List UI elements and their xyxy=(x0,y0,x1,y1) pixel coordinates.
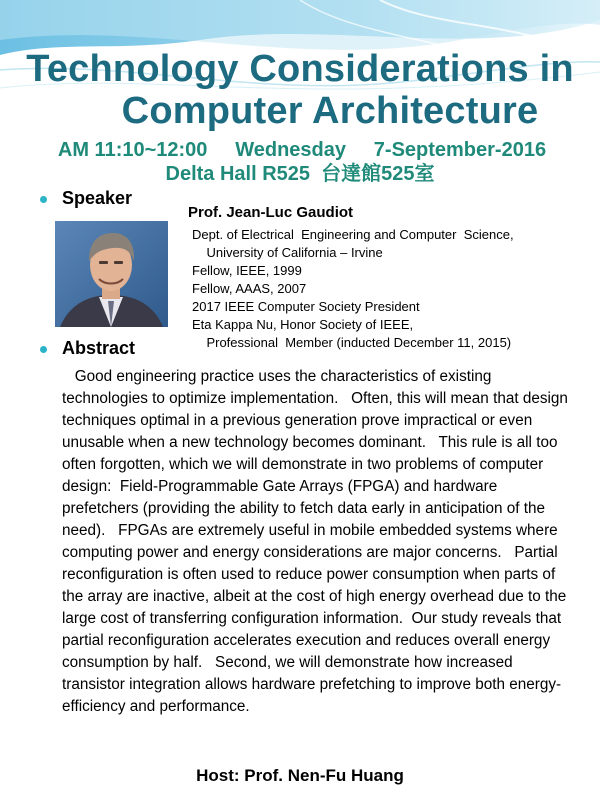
time-line: AM 11:10~12:00 Wednesday 7-September-2016 xyxy=(57,139,547,161)
abstract-heading: Abstract xyxy=(62,338,136,358)
bio-line: Eta Kappa Nu, Honor Society of IEEE, xyxy=(192,317,414,332)
speaker-heading: Speaker xyxy=(62,188,133,208)
speaker-name: Prof. Jean-Luc Gaudiot xyxy=(188,204,354,221)
host-line: Host: Prof. Nen-Fu Huang xyxy=(196,766,404,785)
title-line-1: Technology Considerations in xyxy=(26,48,574,90)
speaker-bullet xyxy=(40,196,47,203)
bio-line: University of California – Irvine xyxy=(192,245,383,260)
bio-line: Professional Member (inducted December 11, 2015) xyxy=(192,335,512,350)
speaker-photo xyxy=(55,221,168,327)
bio-line: Dept. of Electrical Engineering and Computer Science, xyxy=(192,227,514,242)
title-line-2: Computer Architecture xyxy=(121,90,539,132)
bio-line: Fellow, AAAS, 2007 xyxy=(192,281,307,296)
bio-line: Fellow, IEEE, 1999 xyxy=(192,263,302,278)
venue-line: Delta Hall R525 台達館525室 xyxy=(165,163,435,185)
abstract-bullet xyxy=(40,346,47,353)
abstract-text: Good engineering practice uses the characteristics of existing technologies to optimize implementation. Often, this will mean that design techniques optimal in a previous generation prove impractical or even unusable when a new technology becomes dominant. This rule is all too often forgotten, which we will demonstrate in two problems of computer design: Field-Programmable Gate Arrays (FPGA) and hardware prefetchers (providing the ability to fetch data early in anticipation of the need). FPGAs are extremely useful in mobile embedded systems where computing power and energy considerations are major concerns. Partial reconfiguration is often used to reduce power consumption when parts of the array are inactive, albeit at the cost of high energy overhead due to the large cost of transferring configuration information. Our study reveals that partial reconfiguration accelerates execution and reduces overall energy consumption by half. Second, we will demonstrate how increased transistor integration allows hardware prefetching to improve both energy-efficiency and performance. xyxy=(62,368,573,715)
bio-line: 2017 IEEE Computer Society President xyxy=(192,299,420,314)
